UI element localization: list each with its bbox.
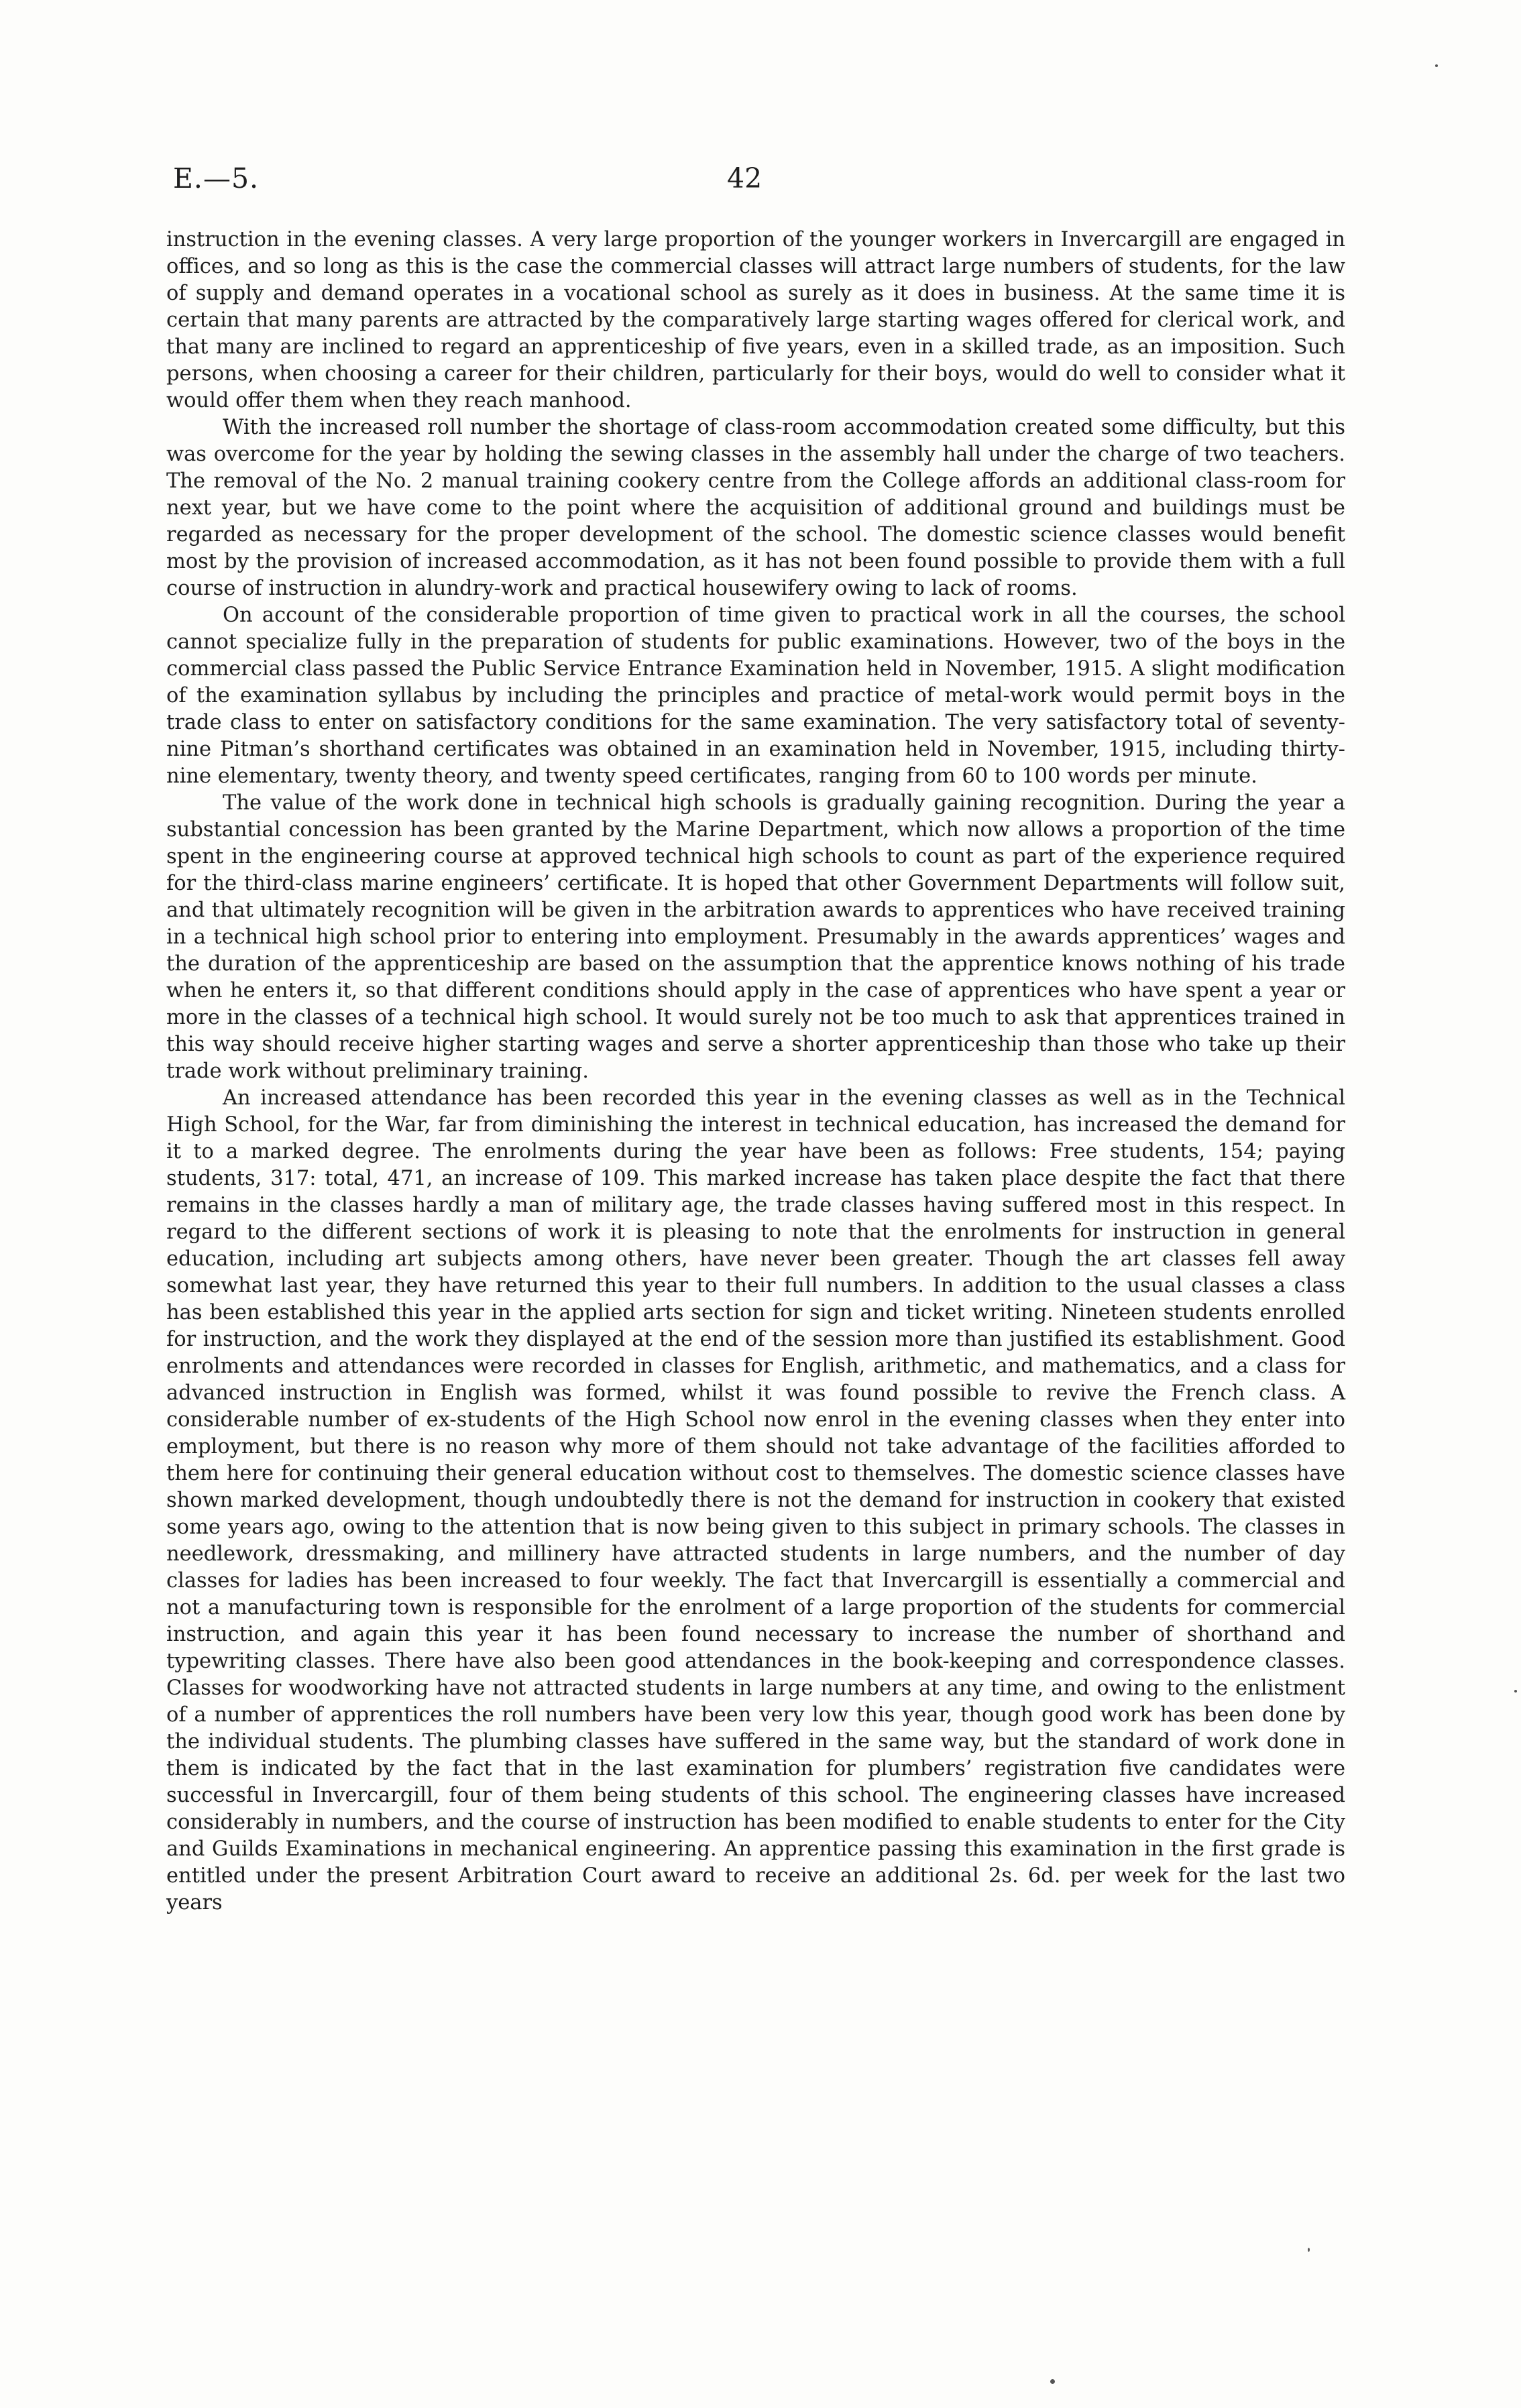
paragraph-3: On account of the considerable proportion of time given to practical work in all the courses, the school cannot specialize fully in the preparation of students for public examinations. However, two of the boys in the commercial class passed the Public Service Entrance Examination held in November, 1915. A slight modification of the examination syllabus by including the principles and practice of metal-work would permit boys in the trade class to enter on satisfactory conditions for the same examination. The very satisfactory total of seventy-nine Pitman’s shorthand certificates was obtained in an examination held in November, 1915, including thirty-nine elementary, twenty theory, and twenty speed certificates, ranging from 60 to 100 words per minute. [166, 604, 1345, 788]
body-text [166, 227, 1345, 1916]
scan-speck [1435, 64, 1438, 67]
paragraph-1: instruction in the evening classes. A very large proportion of the younger workers in Invercargill are engaged in offices, and so long as this is the case the commercial classes will attract large numbers of students, for the law of supply and demand operates in a vocational school as surely as it does in business. At the same time it is certain that many parents are attracted by the comparatively large starting wages offered for clerical work, and that many are inclined to regard an apprenticeship of five years, even in a skilled trade, as an imposition. Such persons, when choosing a career for their children, particularly for their boys, would do well to consider what it would offer them when they reach manhood. [166, 228, 1345, 412]
scan-speck [1308, 2248, 1310, 2252]
paragraph-5: An increased attendance has been recorded this year in the evening classes as well as in the Technical High School, for the War, far from diminishing the interest in technical education, has increased the demand for it to a marked degree. The enrolments during the year have been as follows: Free students, 154; paying students, 317: total, 471, an increase of 109. This marked increase has taken place despite the fact that there remains in the classes hardly a man of military age, the trade classes having suffered most in this respect. In regard to the different sections of work it is pleasing to note that the enrolments for instruction in general education, including art subjects among others, have never been greater. Though the art classes fell away somewhat last year, they have returned this year to their full numbers. In addition to the usual classes a class has been established this year in the applied arts section for sign and ticket writing. Nineteen students enrolled for instruction, and the work they displayed at the end of the session more than justified its establishment. Good enrolments and attendances were recorded in classes for English, arithmetic, and mathematics, and a class for advanced instruction in English was formed, whilst it was found possible to revive the French class. A considerable number of ex-students of the High School now enrol in the evening classes when they enter into employment, but there is no reason why more of them should not take advantage of the facilities afforded to them here for continuing their general education without cost to themselves. The domestic science classes have shown marked development, though undoubtedly there is not the demand for instruction in cookery that existed some years ago, owing to the attention that is now being given to this subject in primary schools. The classes in needlework, dressmaking, and millinery have attracted students in large numbers, and the number of day classes for ladies has been increased to four weekly. The fact that Invercargill is essentially a commercial and not a manufacturing town is responsible for the enrolment of a large proportion of the students for commercial instruction, and again this year it has been found necessary to increase the number of shorthand and typewriting classes. There have also been good attendances in the book-keeping and correspondence classes. Classes for woodworking have not attracted students in large numbers at any time, and owing to the enlistment of a number of apprentices the roll numbers have been very low this year, though good work has been done by the individual students. The plumbing classes have suffered in the same way, but the standard of work done in them is indicated by the fact that in the last examination for plumbers’ registration five candidates were successful in Invercargill, four of them being students of this school. The engineering classes have increased considerably in numbers, and the course of instruction has been modified to enable students to enter for the City and Guilds Examinations in mechanical engineering. An apprentice passing this examination in the first grade is entitled under the present Arbitration Court award to receive an additional 2s. 6d. per week for the last two years [166, 1086, 1345, 1914]
page-number: 42 [727, 162, 763, 194]
paragraph-2: With the increased roll number the shortage of class-room accommodation created some difficulty, but this was overcome for the year by holding the sewing classes in the assembly hall under the charge of two teachers. The removal of the No. 2 manual training cookery centre from the College affords an additional class-room for next year, but we have come to the point where the acquisition of additional ground and buildings must be regarded as necessary for the proper development of the school. The domestic science classes would benefit most by the provision of increased accommodation, as it has not been found possible to provide them with a full course of instruction in alundry-work and practical housewifery owing to lack of rooms. [166, 416, 1345, 600]
scan-speck [1514, 1690, 1517, 1693]
scan-speck [1050, 2379, 1055, 2384]
document-reference: E.—5. [173, 162, 260, 194]
paragraph-4: The value of the work done in technical high schools is gradually gaining recognition. During the year a substantial concession has been granted by the Marine Department, which now allows a proportion of the time spent in the engineering course at approved technical high schools to count as part of the experience required for the third-class marine engineers’ certificate. It is hoped that other Government Departments will follow suit, and that ultimately recognition will be given in the arbitration awards to apprentices who have received training in a technical high school prior to entering into employment. Presumably in the awards apprentices’ wages and the duration of the apprenticeship are based on the assumption that the apprentice knows nothing of his trade when he enters it, so that different conditions should apply in the case of apprentices who have spent a year or more in the classes of a technical high school. It would surely not be too much to ask that apprentices trained in this way should receive higher starting wages and serve a shorter apprenticeship than those who take up their trade work without preliminary training. [166, 791, 1345, 1083]
page-header [173, 162, 1353, 209]
